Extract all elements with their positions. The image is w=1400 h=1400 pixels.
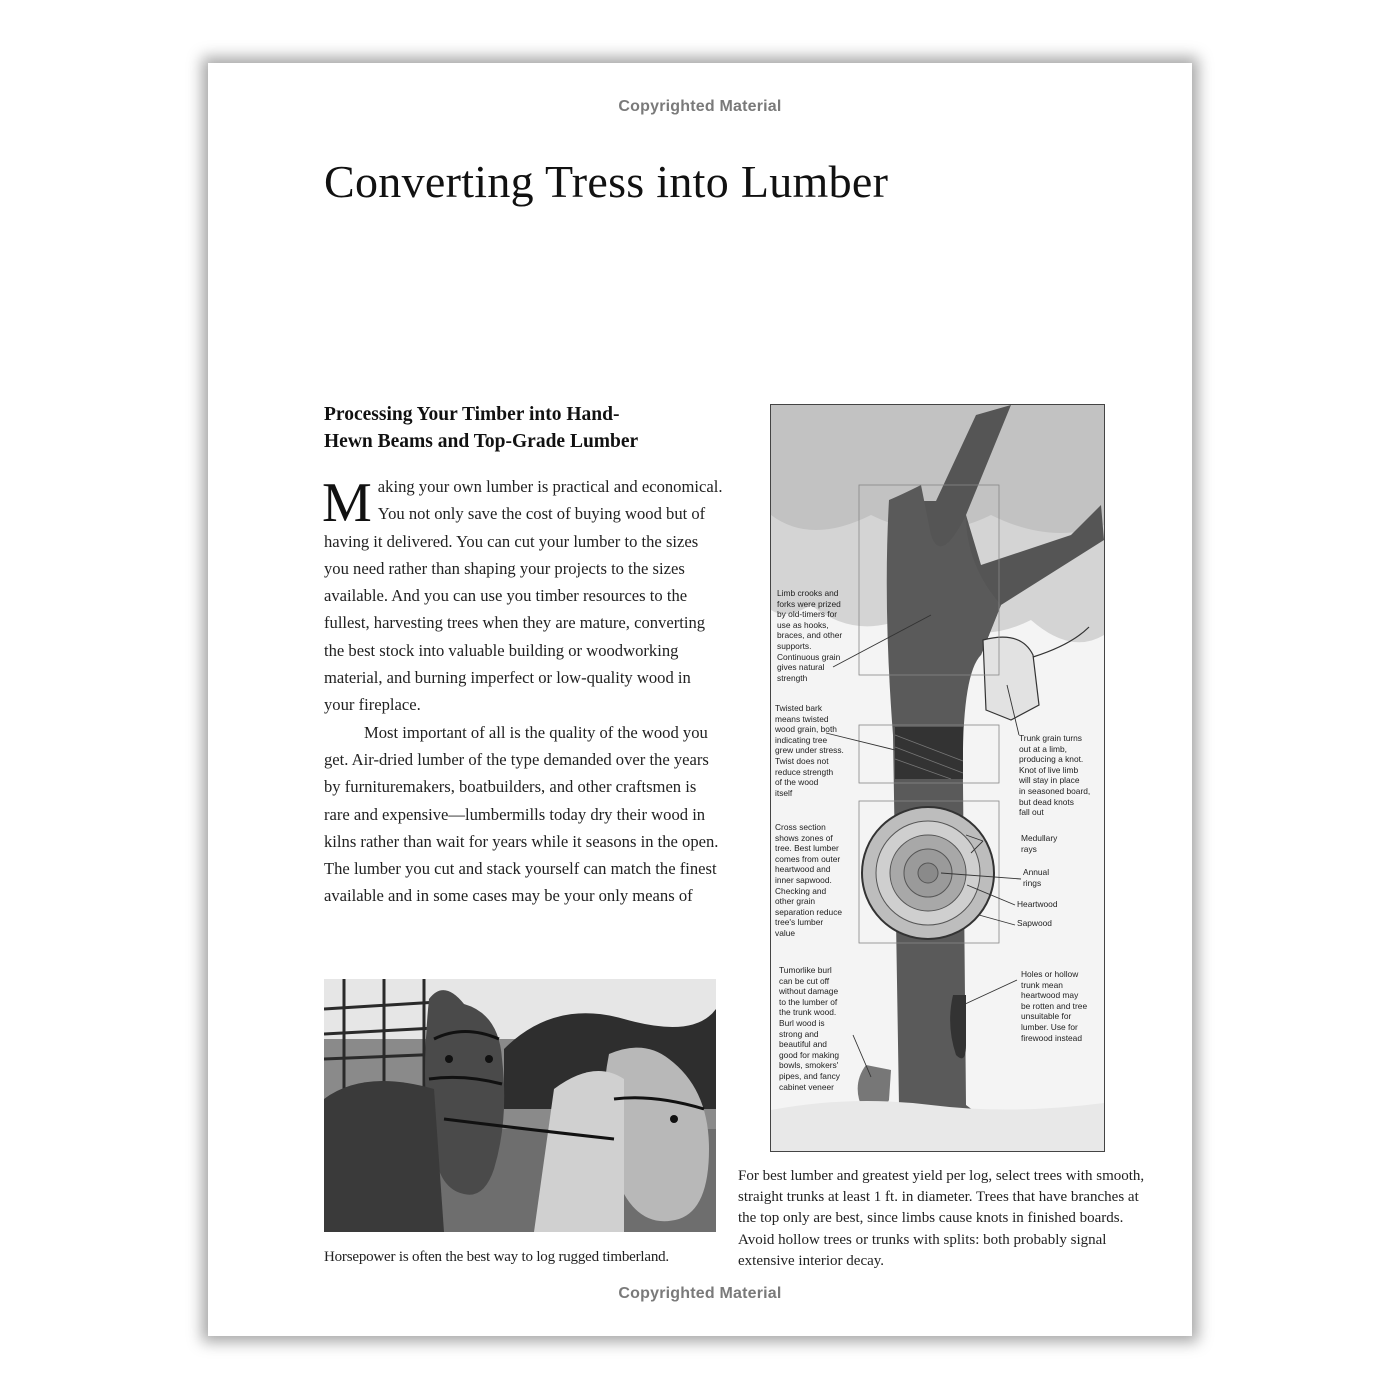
copyright-footer: Copyrighted Material xyxy=(618,1285,782,1302)
paragraph-1 xyxy=(324,473,724,719)
copyright-header: Copyrighted Material xyxy=(618,98,782,115)
label-sapwood: Sapwood xyxy=(1017,918,1052,928)
book-page xyxy=(208,63,1192,1336)
label-trunk-grain: Trunk grain turns out at a limb, producing a knot. Knot of live limb will stay in place in seasoned board, but dead knots fall out xyxy=(1019,733,1091,818)
body-text xyxy=(324,473,724,910)
tree-diagram xyxy=(770,404,1105,1152)
label-cross-section: Cross section shows zones of tree. Best lumber comes from outer heartwood and inner sapwood. Checking and other grain separation reduce tree's lumber value xyxy=(775,822,843,938)
section-heading-line1: Processing Your Timber into Hand- xyxy=(324,404,620,425)
label-annual-rings: Annual rings xyxy=(1023,867,1050,888)
section-heading xyxy=(324,401,724,455)
label-holes: Holes or hollow trunk mean heartwood may be rotten and tree unsuitable for lumber. Use for firewood instead xyxy=(1021,969,1088,1043)
paragraph-1-text: aking your own lumber is practical and economical. You not only save the cost of buying wood but of having it delivered. You can cut your lumber to the sizes you need rather than shaping your projects to the sizes available. And you can use you timber resources to the fullest, harvesting trees when they are mature, converting the best stock into valuable building or woodworking material, and burning imperfect or low-quality wood in your fireplace. xyxy=(324,477,723,715)
horses-photo-illustration xyxy=(324,979,716,1232)
label-burl: Tumorlike burl can be cut off without damage to the lumber of the trunk wood. Burl wood is strong and beautiful and good for making bowls, smokers' pipes, and fancy cabinet veneer xyxy=(779,965,840,1092)
photo-caption: Horsepower is often the best way to log rugged timberland. xyxy=(324,1249,669,1265)
figure-caption: For best lumber and greatest yield per log, select trees with smooth, straight trunks at least 1 ft. in diameter. Trees that have branches at the top only are best, since limbs cause knots in finished boards. Avoid hollow trees or trunks with splits: both probably signal extensive interior decay. xyxy=(738,1168,1145,1269)
horses-photo xyxy=(324,979,716,1232)
section-heading-line2: Hewn Beams and Top-Grade Lumber xyxy=(324,431,639,452)
page-title: Converting Tress into Lumber xyxy=(324,156,889,207)
label-twisted-bark: Twisted bark means twisted wood grain, both indicating tree grew under stress. Twist does not reduce strength of the wood itself xyxy=(775,703,844,798)
label-limb-crooks: Limb crooks and forks were prized by old-timers for use as hooks, braces, and other supports. Continuous grain gives natural strength xyxy=(777,588,843,683)
drop-cap: M xyxy=(322,472,372,534)
label-heartwood: Heartwood xyxy=(1017,899,1058,909)
paragraph-2: Most important of all is the quality of the wood you get. Air-dried lumber of the type demanded over the years by furnituremakers, boatbuilders, and other craftsmen is rare and expensive—lumbermills today dry their wood in kilns rather than wait for years while it seasons in the open. The lumber you cut and stack yourself can match the finest available and in some cases may be your only means of xyxy=(324,722,719,906)
label-medullary-rays: Medullary rays xyxy=(1021,833,1058,854)
